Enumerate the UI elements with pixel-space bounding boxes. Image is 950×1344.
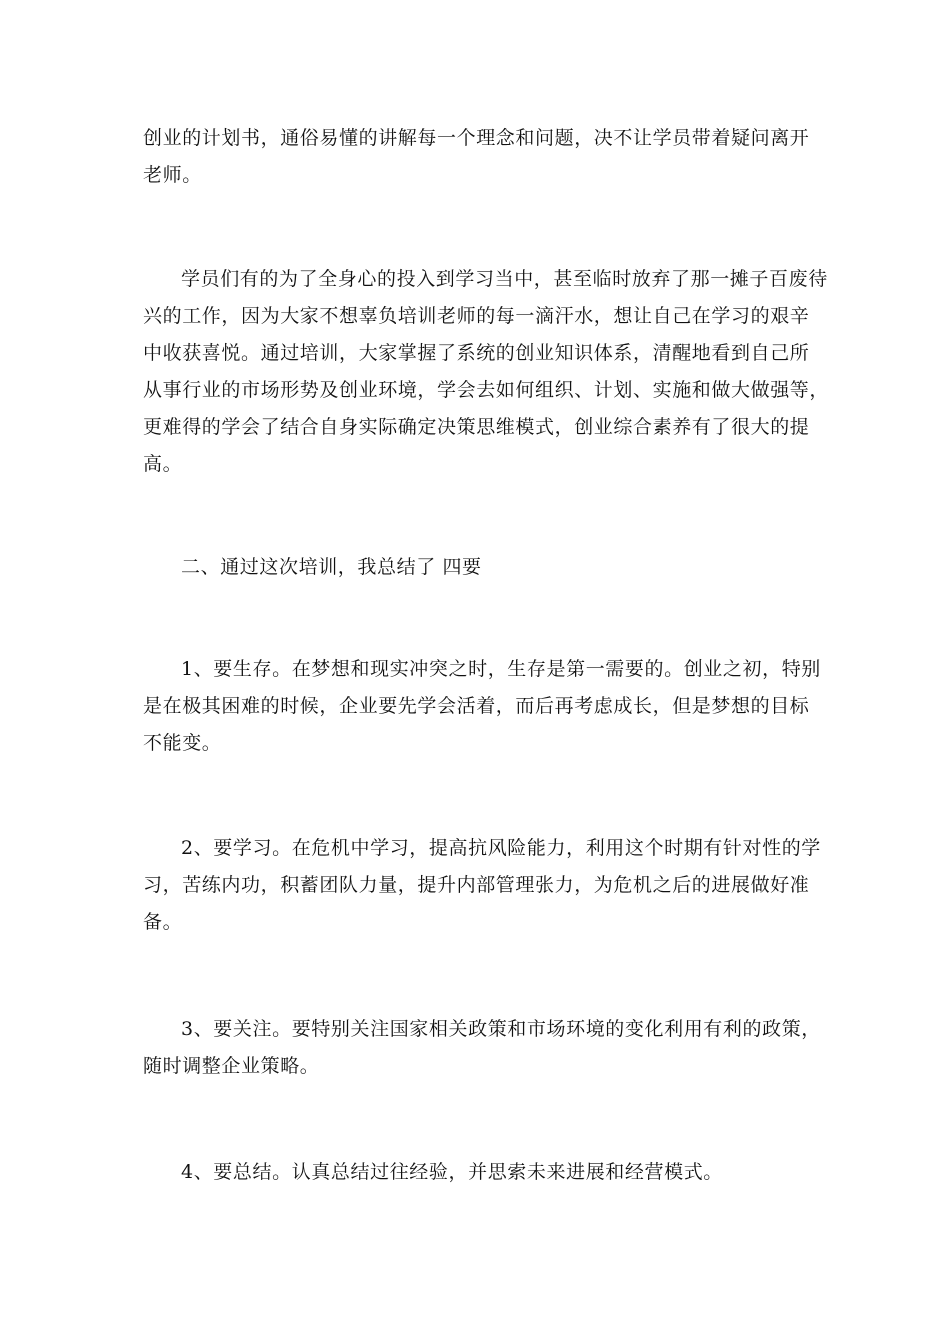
text-line: 是在极其困难的时候，企业要先学会活着，而后再考虑成长，但是梦想的目标 [143,695,810,717]
text-line: 随时调整企业策略。 [143,1055,320,1077]
text-line: 二、通过这次培训，我总结了 四要 [181,556,482,578]
text-line: 不能变。 [143,732,222,754]
text-line: 1、要生存。在梦想和现实冲突之时，生存是第一需要的。创业之初，特别 [181,658,821,680]
text-line: 中收获喜悦。通过培训，大家掌握了系统的创业知识体系，清醒地看到自己所 [143,342,810,364]
text-line: 4、要总结。认真总结过往经验，并思索未来进展和经营模式。 [181,1161,723,1183]
text-line: 兴的工作，因为大家不想辜负培训老师的每一滴汗水，想让自己在学习的艰辛 [143,305,810,327]
paragraph-continuation [143,120,811,194]
text-line: 备。 [143,911,183,933]
text-line: 3、要关注。要特别关注国家相关政策和市场环境的变化利用有利的政策， [181,1018,821,1040]
section-heading [143,549,811,586]
text-line: 高。 [143,453,183,475]
text-line: 创业的计划书，通俗易懂的讲解每一个理念和问题，决不让学员带着疑问离开 [143,127,810,149]
text-line: 习，苦练内功，积蓄团队力量，提升内部管理张力，为危机之后的进展做好准 [143,874,810,896]
list-item-learn [143,830,821,941]
text-line: 从事行业的市场形势及创业环境，学会去如何组织、计划、实施和做大做强等， [143,379,830,401]
text-line: 老师。 [143,164,202,186]
paragraph-training-outcome [143,261,830,483]
text-line: 更难得的学会了结合自身实际确定决策思维模式，创业综合素养有了很大的提 [143,416,810,438]
text-line: 学员们有的为了全身心的投入到学习当中，甚至临时放弃了那一摊子百废待 [181,268,828,290]
list-item-summarize [143,1154,811,1191]
list-item-attention [143,1011,821,1085]
list-item-survive [143,651,821,762]
text-line: 2、要学习。在危机中学习，提高抗风险能力，利用这个时期有针对性的学 [181,837,821,859]
